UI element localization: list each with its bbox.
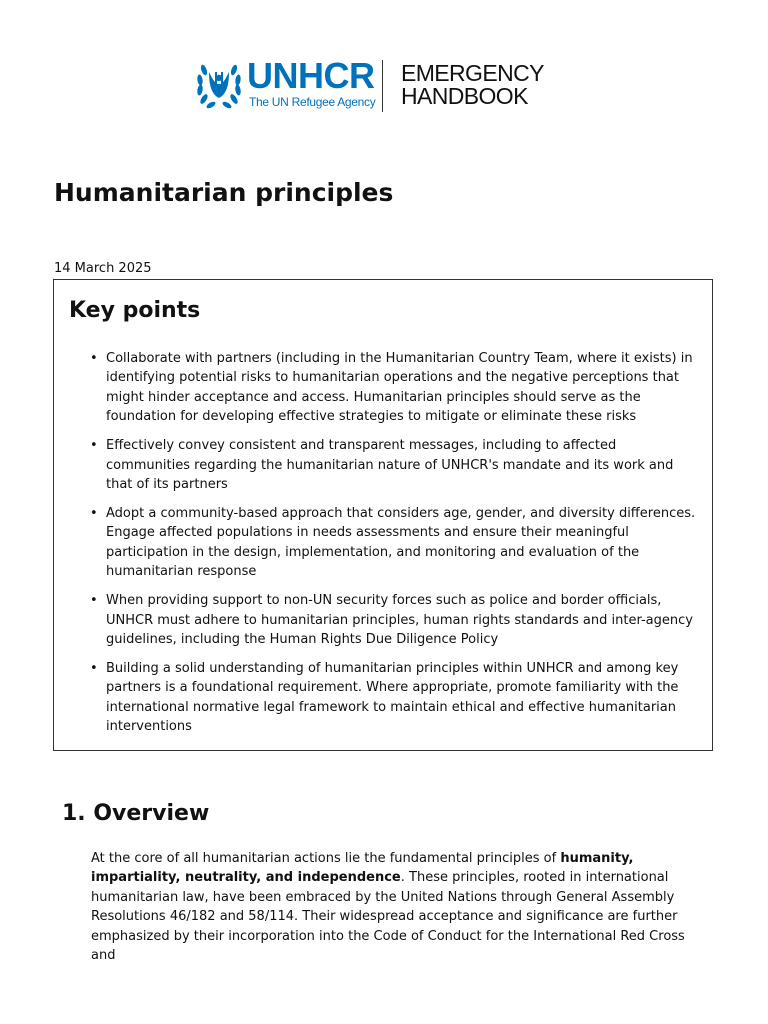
emergency-handbook-wordmark — [401, 62, 544, 108]
list-item — [90, 659, 702, 737]
unhcr-tagline: The UN Refugee Agency — [249, 95, 376, 109]
unhcr-wordmark: UNHCR — [247, 55, 375, 96]
list-item — [90, 504, 702, 582]
bullet-icon: • — [90, 593, 98, 609]
key-point-text: When providing support to non-UN security forces such as police and border officials, UNHCR must adhere to humanitarian principles, human rights standards and inter-agency guidelines, including the Human Rights Due Diligence Policy — [106, 593, 693, 648]
list-item — [90, 591, 702, 649]
list-item — [90, 436, 702, 494]
unhcr-emblem-icon — [195, 58, 243, 110]
list-item — [90, 349, 702, 427]
key-points-box — [53, 279, 713, 751]
bullet-icon: • — [90, 506, 98, 522]
key-point-text: Effectively convey consistent and transparent messages, including to affected communities regarding the humanitarian nature of UNHCR's mandate and its work and that of its partners — [106, 438, 674, 493]
logo-divider — [382, 60, 383, 112]
key-point-text: Adopt a community-based approach that considers age, gender, and diversity differences. Engage affected populations in needs assessments and ensure their meaningful participation in the design, implementation, and monitoring and evaluation of the humanitarian response — [106, 506, 696, 580]
publication-date: 14 March 2025 — [54, 261, 152, 276]
bullet-icon: • — [90, 661, 98, 677]
page-header — [0, 56, 768, 116]
emergency-handbook-line-2: HANDBOOK — [401, 83, 528, 109]
overview-text-bold: humanity, impartiality, neutrality, and independence — [91, 851, 634, 886]
key-point-text: Collaborate with partners (including in the Humanitarian Country Team, where it exists) in identifying potential risks to humanitarian operations and the negative perceptions that might hinder acceptance and access. Humanitarian principles should serve as the foundation for developing effective strategies to mitigate or eliminate these risks — [106, 351, 693, 425]
overview-text-start: At the core of all humanitarian actions lie the fundamental principles of — [91, 851, 561, 866]
bullet-icon: • — [90, 438, 98, 454]
overview-heading: 1. Overview — [62, 801, 210, 826]
bullet-icon: • — [90, 351, 98, 366]
key-points-list — [90, 349, 702, 746]
unhcr-emergency-handbook-logo[interactable] — [195, 55, 544, 114]
page-title: Humanitarian principles — [54, 178, 394, 207]
key-points-title: Key points — [69, 298, 201, 323]
key-point-text: Building a solid understanding of humanitarian principles within UNHCR and among key partners is a foundational requirement. Where appropriate, promote familiarity with the international normative legal framework to maintain ethical and effective humanitarian interventions — [106, 661, 679, 735]
overview-paragraph — [91, 849, 711, 965]
overview-text-end: . These principles, rooted in international humanitarian law, have been embraced by the United Nations through General Assembly Resolutions 46/182 and 58/114. Their widespread acceptance and significance are further emphasized by their incorporation into the Code of Conduct for the International Red Cross and — [91, 870, 685, 964]
emergency-handbook-line-1: EMERGENCY — [401, 60, 544, 86]
